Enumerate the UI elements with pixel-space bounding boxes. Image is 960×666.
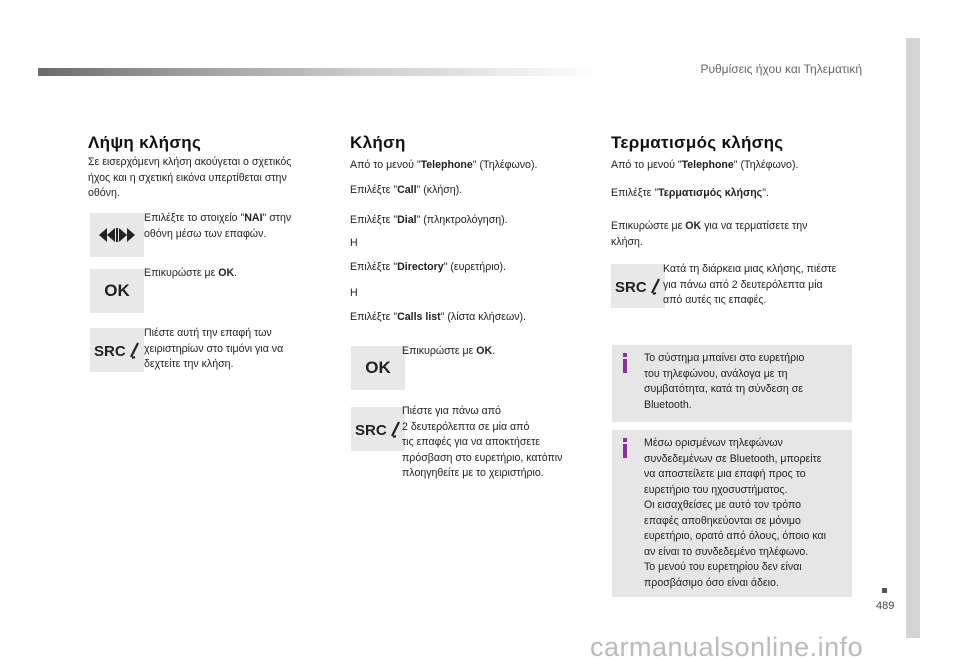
info-icon <box>620 353 630 373</box>
text-part: για να τερματίσετε την <box>701 220 808 232</box>
text-line: προσβάσιμο όσο είναι άδειο. <box>644 576 779 589</box>
text-line: δεχτείτε την κλήση. <box>144 358 234 370</box>
text-part: Επιλέξτε το στοιχείο " <box>144 212 245 224</box>
src-button-box <box>90 328 144 372</box>
page-sidebar-strip <box>906 38 920 638</box>
text-bold: Dial <box>397 214 417 226</box>
text-bold: Directory <box>397 261 444 273</box>
ok-icon: OK <box>104 281 130 300</box>
text-line: Το σύστημα μπαίνει στο ευρετήριο <box>644 352 805 364</box>
src-button-box <box>351 407 405 451</box>
text-part: " (ευρετήριο). <box>443 261 506 273</box>
info-note-text <box>644 351 804 413</box>
text-line: τις επαφές για να αποκτήσετε <box>402 436 541 448</box>
text-part: Επιλέξτε " <box>350 184 398 196</box>
text-part: " (Τηλέφωνο). <box>472 159 538 171</box>
text-part: Επικυρώστε με <box>402 345 477 357</box>
ok-button-box <box>351 346 405 390</box>
text-bold: ΝΑΙ <box>244 212 263 224</box>
text-line: χειριστηρίων στο τιμόνι για να <box>144 342 284 355</box>
header-gradient-bar <box>38 68 598 76</box>
section-title-call: Κλήση <box>350 133 406 152</box>
call-step-telephone <box>350 158 537 174</box>
watermark-text: carmanualsonline.info <box>590 632 864 662</box>
call-step-calls-list <box>350 310 526 326</box>
text-part: ". <box>762 187 769 199</box>
text-part: " (Τηλέφωνο). <box>733 159 799 171</box>
text-line: από αυτές τις επαφές. <box>663 294 767 306</box>
text-part: " (κλήση). <box>416 184 463 196</box>
text-part: Από το μενού " <box>350 159 421 171</box>
text-line: συμβατότητα, κατά τη σύνδεση σε <box>644 383 803 395</box>
receive-call-intro <box>88 155 291 202</box>
intro-line: οθόνη. <box>88 187 120 199</box>
seek-arrows-icon <box>97 226 137 244</box>
ok-icon: OK <box>365 358 391 377</box>
page-number-marker <box>882 588 887 593</box>
text-part: κλήση. <box>611 235 643 248</box>
confirm-ok-instruction <box>144 266 237 282</box>
text-bold: Τερματισμός κλήσης <box>658 187 763 199</box>
text-bold: Calls list <box>397 311 441 323</box>
call-directory-instruction <box>402 404 562 482</box>
info-icon <box>620 438 630 458</box>
text-line: συνδεδεμένων σε Bluetooth, μπορείτε <box>644 452 822 465</box>
text-line: Bluetooth. <box>644 398 692 411</box>
text-bold: Telephone <box>681 159 734 171</box>
text-line: Πιέστε αυτή την επαφή των <box>144 327 272 339</box>
end-step-select <box>611 186 769 202</box>
end-step-confirm <box>611 219 807 250</box>
section-title-receive-call: Λήψη κλήσης <box>88 133 202 152</box>
text-part: " (λίστα κλήσεων). <box>440 311 526 323</box>
or-separator-1: Η <box>350 237 358 249</box>
src-label: SRC <box>615 279 647 296</box>
text-part: " (πληκτρολόγηση). <box>416 214 508 226</box>
text-bold: OK <box>685 220 702 232</box>
src-label: SRC <box>94 343 126 360</box>
text-part: Από το μενού " <box>611 159 682 171</box>
text-part: Επικυρώστε με <box>144 267 219 279</box>
text-part: Επικυρώστε με <box>611 220 686 232</box>
info-note-text <box>644 436 826 591</box>
seek-arrows-button <box>90 213 144 257</box>
text-part: " στην <box>262 212 292 224</box>
src-phone-icon <box>615 275 661 297</box>
text-line: για πάνω από 2 δευτερόλεπτα μία <box>663 278 823 291</box>
text-part: οθόνη μέσω των επαφών. <box>144 227 267 240</box>
text-part: . <box>234 267 238 279</box>
text-line: Το μενού του ευρετηρίου δεν είναι <box>644 561 802 573</box>
section-title-end-call: Τερματισμός κλήσης <box>611 133 784 152</box>
text-line: ευρετήριο, ορατό από όλους, όποιο και <box>644 530 826 542</box>
text-line: 2 δευτερόλεπτα σε μία από <box>402 420 530 433</box>
text-bold: OK <box>476 345 493 357</box>
call-step-directory <box>350 260 506 276</box>
end-call-src-instruction <box>663 262 836 309</box>
end-step-telephone <box>611 158 798 174</box>
text-bold: Call <box>397 184 417 196</box>
text-line: επαφές αποθηκεύονται σε μόνιμο <box>644 514 801 527</box>
src-label: SRC <box>355 422 387 439</box>
text-line: πρόσβαση στο ευρετήριο, κατόπιν <box>402 451 563 464</box>
text-line: Πιέστε για πάνω από <box>402 405 501 417</box>
accept-call-instruction <box>144 326 283 373</box>
text-part: Επιλέξτε " <box>350 311 398 323</box>
text-line: να αποστείλετε μια επαφή προς το <box>644 468 806 480</box>
text-part: Επιλέξτε " <box>350 214 398 226</box>
src-phone-icon <box>355 418 401 440</box>
text-bold: Telephone <box>420 159 473 171</box>
info-note-send-contact <box>612 430 852 597</box>
or-separator-2: Η <box>350 287 358 299</box>
page-header-title: Ρυθμίσεις ήχου και Τηλεματική <box>700 62 862 76</box>
text-line: του τηλεφώνου, ανάλογα με τη <box>644 367 788 380</box>
ok-button-box <box>90 269 144 313</box>
text-line: Οι εισαχθείσες με αυτό τον τρόπο <box>644 499 801 511</box>
text-part: . <box>492 345 496 357</box>
call-confirm-ok <box>402 344 495 360</box>
intro-line: ήχος και η σχετική εικόνα υπερτίθεται στην <box>88 171 287 184</box>
call-step-dial <box>350 213 508 229</box>
text-line: αν είναι το συνδεδεμένο τηλέφωνο. <box>644 545 809 558</box>
intro-line: Σε εισερχόμενη κλήση ακούγεται ο σχετικός <box>88 156 292 168</box>
page-number: 489 <box>876 600 895 612</box>
text-part: Επιλέξτε " <box>611 187 659 199</box>
text-line: Μέσω ορισμένων τηλεφώνων <box>644 437 783 449</box>
info-note-directory <box>612 345 852 422</box>
select-yes-instruction <box>144 211 291 242</box>
text-line: πλοηγηθείτε με το χειριστήριο. <box>402 467 544 479</box>
text-line: Κατά τη διάρκεια μιας κλήσης, πιέστε <box>663 263 837 275</box>
text-bold: OK <box>218 267 235 279</box>
src-button-box <box>611 264 665 308</box>
text-part: Επιλέξτε " <box>350 261 398 273</box>
text-line: ευρετήριο του ηχοσυστήματος. <box>644 483 788 496</box>
call-step-call <box>350 183 462 199</box>
src-phone-icon <box>94 339 140 361</box>
